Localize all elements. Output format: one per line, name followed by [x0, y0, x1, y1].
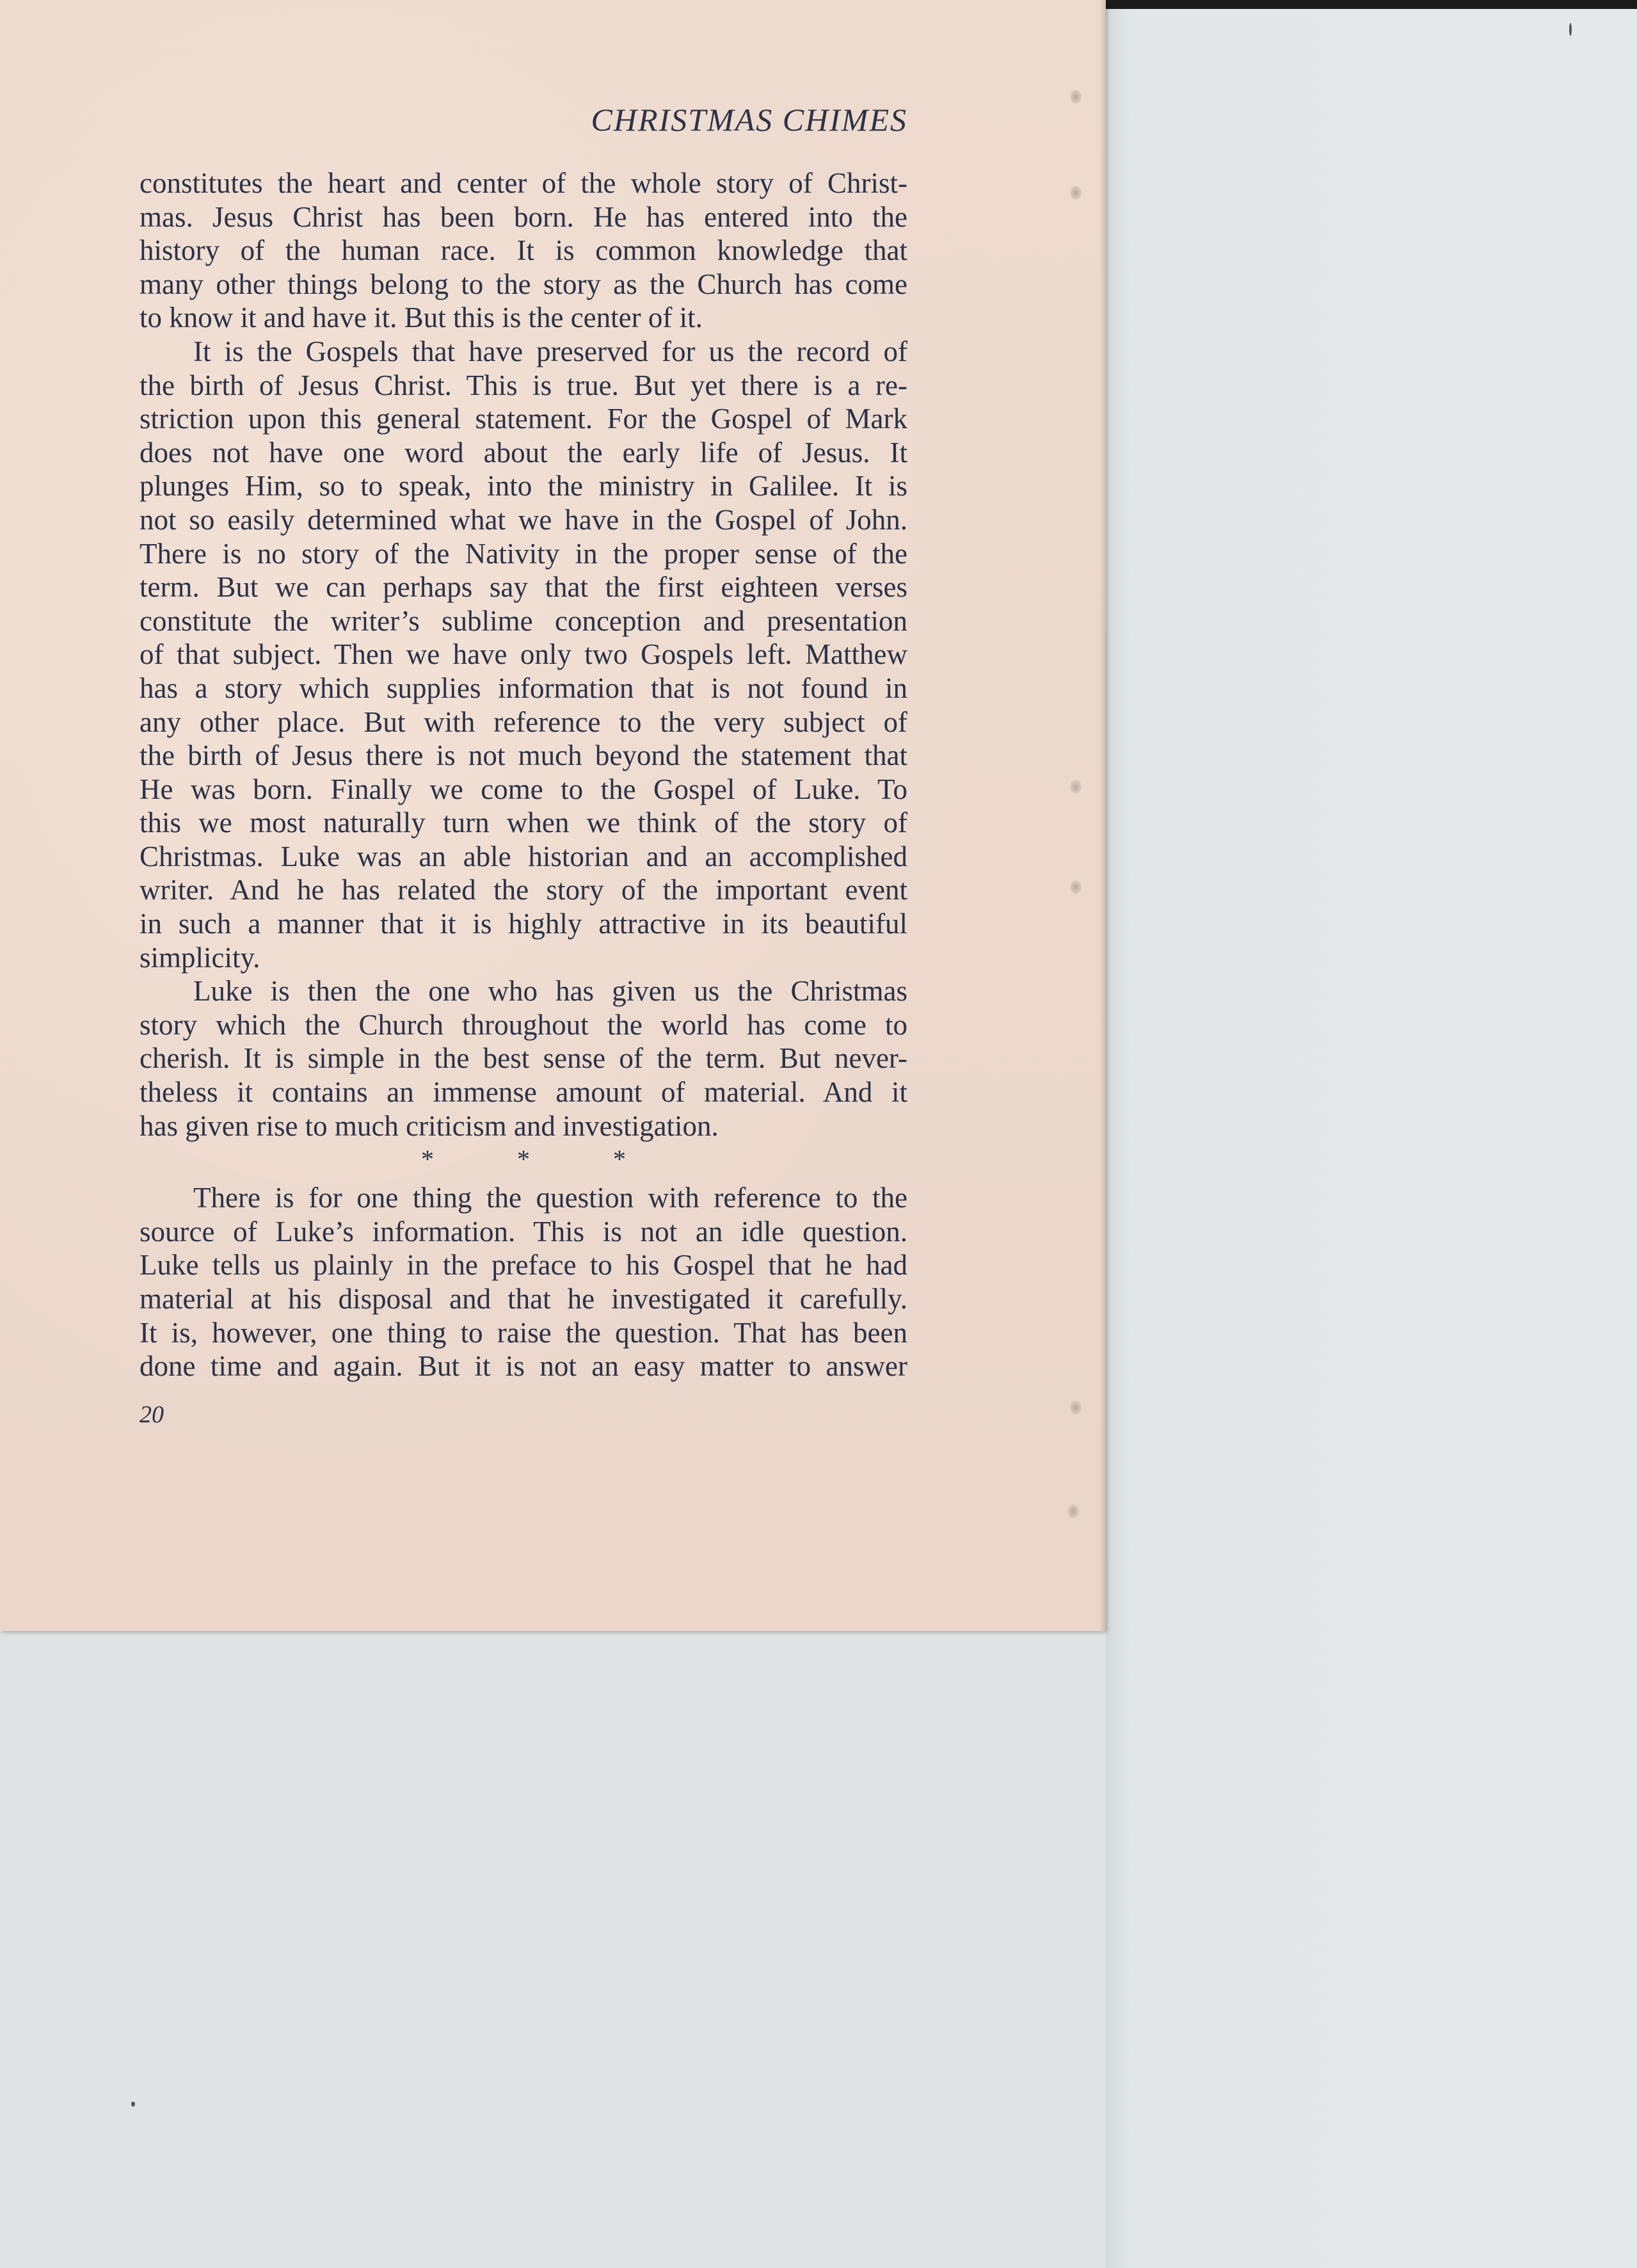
page-hole-mark	[1070, 880, 1082, 894]
text-line: the birth of Jesus Christ. This is true. But yet there is a re-	[140, 369, 907, 401]
text-line: Luke tells us plainly in the preface to his Gospel that he had	[140, 1249, 907, 1282]
page-hole-mark	[1070, 780, 1082, 794]
text-line: It is the Gospels that have preserved for us the record of	[193, 335, 907, 367]
page-hole-mark	[1070, 186, 1082, 200]
text-line: material at his disposal and that he investigated it carefully.	[140, 1283, 907, 1315]
page-hole-mark	[1070, 1401, 1082, 1415]
text-line: in such a manner that it is highly attractive in its beautiful	[140, 908, 907, 940]
page-number: 20	[140, 1401, 164, 1428]
text-line: done time and again. But it is not an easy matter to answer	[140, 1350, 907, 1383]
text-line: does not have one word about the early life of Jesus. It	[140, 436, 907, 469]
text-line: simplicity.	[140, 941, 260, 974]
page-hole-mark	[1067, 1504, 1079, 1518]
text-line: many other things belong to the story as the Church has come	[140, 268, 907, 300]
text-line: cherish. It is simple in the best sense of the term. But never-	[140, 1042, 907, 1075]
scan-speck	[1569, 23, 1572, 36]
text-line: theless it contains an immense amount of material. And it	[140, 1076, 907, 1109]
separator-asterisk: *	[613, 1145, 626, 1174]
scanner-background	[1106, 9, 1637, 2268]
book-page	[0, 0, 1106, 1631]
text-line: There is for one thing the question with reference to the	[193, 1182, 907, 1214]
text-line: any other place. But with reference to the very subject of	[140, 705, 907, 738]
text-line: He was born. Finally we come to the Gospel of Luke. To	[140, 773, 907, 805]
scan-speck	[131, 2102, 135, 2107]
text-line: mas. Jesus Christ has been born. He has entered into the	[140, 200, 907, 233]
text-line: of that subject. Then we have only two Gospels left. Matthew	[140, 638, 907, 671]
body-text	[140, 166, 907, 1383]
text-line: writer. And he has related the story of the important event	[140, 874, 907, 906]
text-line: striction upon this general statement. For the Gospel of Mark	[140, 403, 907, 435]
text-line: this we most naturally turn when we think of the story of	[140, 807, 907, 839]
text-line: has given rise to much criticism and investigation.	[140, 1109, 719, 1142]
text-line: not so easily determined what we have in the Gospel of John.	[140, 503, 907, 536]
text-line: history of the human race. It is common knowledge that	[140, 234, 907, 267]
text-line: source of Luke’s information. This is not an idle question.	[140, 1215, 907, 1248]
text-line: constitute the writer’s sublime conception and presentation	[140, 604, 907, 637]
text-line: has a story which supplies information that is not found in	[140, 672, 907, 704]
text-line: There is no story of the Nativity in the proper sense of the	[140, 537, 907, 570]
running-head: CHRISTMAS CHIMES	[591, 102, 907, 138]
page-hole-mark	[1070, 90, 1082, 104]
text-line: term. But we can perhaps say that the first eighteen verses	[140, 571, 907, 604]
text-line: plunges Him, so to speak, into the ministry in Galilee. It is	[140, 470, 907, 503]
text-line: Christmas. Luke was an able historian and an accomplished	[140, 840, 907, 873]
separator-asterisk: *	[421, 1145, 434, 1174]
section-separator	[140, 1143, 907, 1181]
text-line: constitutes the heart and center of the whole story of Christ-	[140, 167, 907, 199]
text-line: to know it and have it. But this is the center of it.	[140, 302, 703, 334]
text-line: It is, however, one thing to raise the question. That has been	[140, 1316, 907, 1349]
text-line: the birth of Jesus there is not much beyond the statement that	[140, 739, 907, 772]
text-line: Luke is then the one who has given us the Christmas	[193, 975, 907, 1008]
scanner-edge	[1088, 0, 1637, 9]
separator-asterisk: *	[517, 1145, 530, 1174]
text-line: story which the Church throughout the world has come to	[140, 1008, 907, 1041]
page-edge-shadow	[1099, 0, 1106, 1631]
